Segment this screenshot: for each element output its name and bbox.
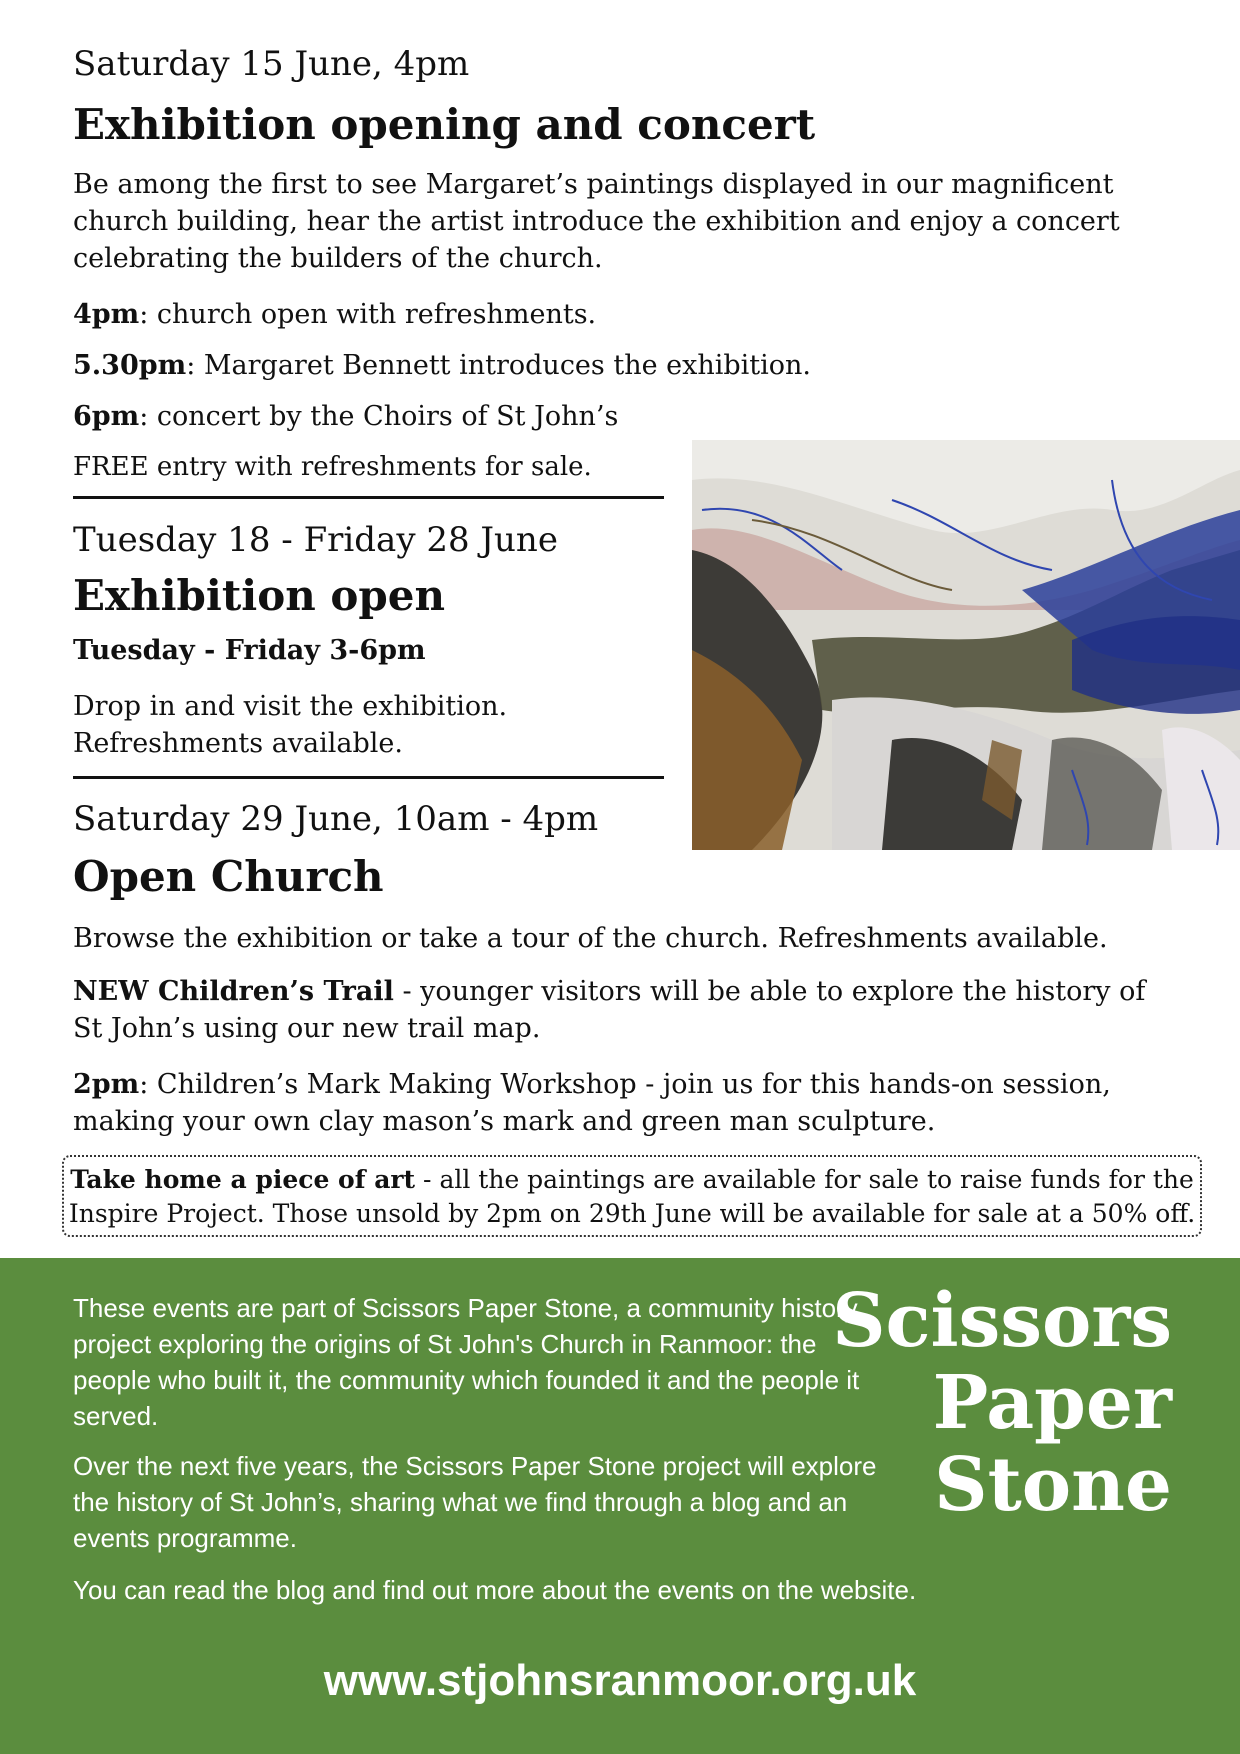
schedule-item-530pm bbox=[73, 347, 811, 384]
footer-para2: Over the next five years, the Scissors Paper Stone project will explore the history of St John’s, sharing what we find through a blog and an events programme. bbox=[73, 1451, 877, 1553]
schedule-time: 5.30pm bbox=[73, 350, 187, 381]
project-logo-text bbox=[832, 1280, 1172, 1526]
brand-word: Paper bbox=[932, 1360, 1172, 1446]
abstract-landscape-painting bbox=[692, 440, 1240, 850]
footer-para3: You can read the blog and find out more about the events on the website. bbox=[73, 1575, 917, 1605]
website-link[interactable]: www.stjohnsranmoor.org.uk bbox=[323, 1656, 917, 1705]
schedule-text: : church open with refreshments. bbox=[139, 299, 597, 330]
project-footer bbox=[0, 1258, 1240, 1754]
event3-intro: Browse the exhibition or take a tour of the church. Refreshments available. bbox=[73, 923, 1108, 954]
notice-bold: Take home a piece of art bbox=[70, 1165, 416, 1194]
event3-workshop bbox=[73, 1066, 1183, 1140]
event2-hours: Tuesday - Friday 3-6pm bbox=[73, 635, 426, 666]
event3-trail bbox=[73, 973, 1183, 1047]
event2-line1: Drop in and visit the exhibition. bbox=[73, 691, 508, 722]
trail-bold: NEW Children’s Trail bbox=[73, 976, 394, 1007]
event1-entry: FREE entry with refreshments for sale. bbox=[73, 452, 592, 482]
schedule-item-6pm bbox=[73, 398, 618, 435]
schedule-text: : Margaret Bennett introduces the exhibition. bbox=[186, 350, 812, 381]
event2-title: Exhibition open bbox=[73, 571, 446, 620]
brand-word: Scissors bbox=[832, 1278, 1172, 1364]
schedule-text: : concert by the Choirs of St John’s bbox=[139, 401, 619, 432]
schedule-time: 6pm bbox=[73, 401, 140, 432]
event1-title: Exhibition opening and concert bbox=[73, 100, 816, 149]
event2-date: Tuesday 18 - Friday 28 June bbox=[73, 520, 558, 560]
notice-text: - all the paintings are available for sale to raise funds for the Inspire Project. Those unsold by 2pm on 29th June will be available for sale at a 50% off. bbox=[68, 1165, 1196, 1228]
event3-date: Saturday 29 June, 10am - 4pm bbox=[73, 799, 599, 839]
schedule-time: 4pm bbox=[73, 299, 140, 330]
trail-text: - younger visitors will be able to explore the history of St John’s using our new trail map. bbox=[73, 976, 1146, 1044]
painting-image bbox=[692, 440, 1240, 850]
divider bbox=[73, 776, 664, 779]
workshop-time: 2pm bbox=[73, 1069, 140, 1100]
schedule-item-4pm bbox=[73, 296, 596, 333]
event1-intro: Be among the first to see Margaret’s paintings displayed in our magnificent church building, hear the artist introduce the exhibition and enjoy a concert celebrating the builders of the church. bbox=[73, 169, 1120, 274]
event2-line2: Refreshments available. bbox=[73, 728, 403, 759]
brand-word: Stone bbox=[934, 1442, 1172, 1528]
event1-date: Saturday 15 June, 4pm bbox=[73, 44, 470, 84]
sale-notice bbox=[62, 1155, 1202, 1237]
event3-title: Open Church bbox=[73, 852, 384, 901]
divider bbox=[73, 496, 664, 499]
workshop-text: : Children’s Mark Making Workshop - join us for this hands-on session, making your own clay mason’s mark and green man sculpture. bbox=[73, 1069, 1111, 1137]
footer-para1: These events are part of Scissors Paper Stone, a community history project exploring the origins of St John's Church in Ranmoor: the people who built it, the community which founded it and the people it served. bbox=[73, 1293, 860, 1431]
